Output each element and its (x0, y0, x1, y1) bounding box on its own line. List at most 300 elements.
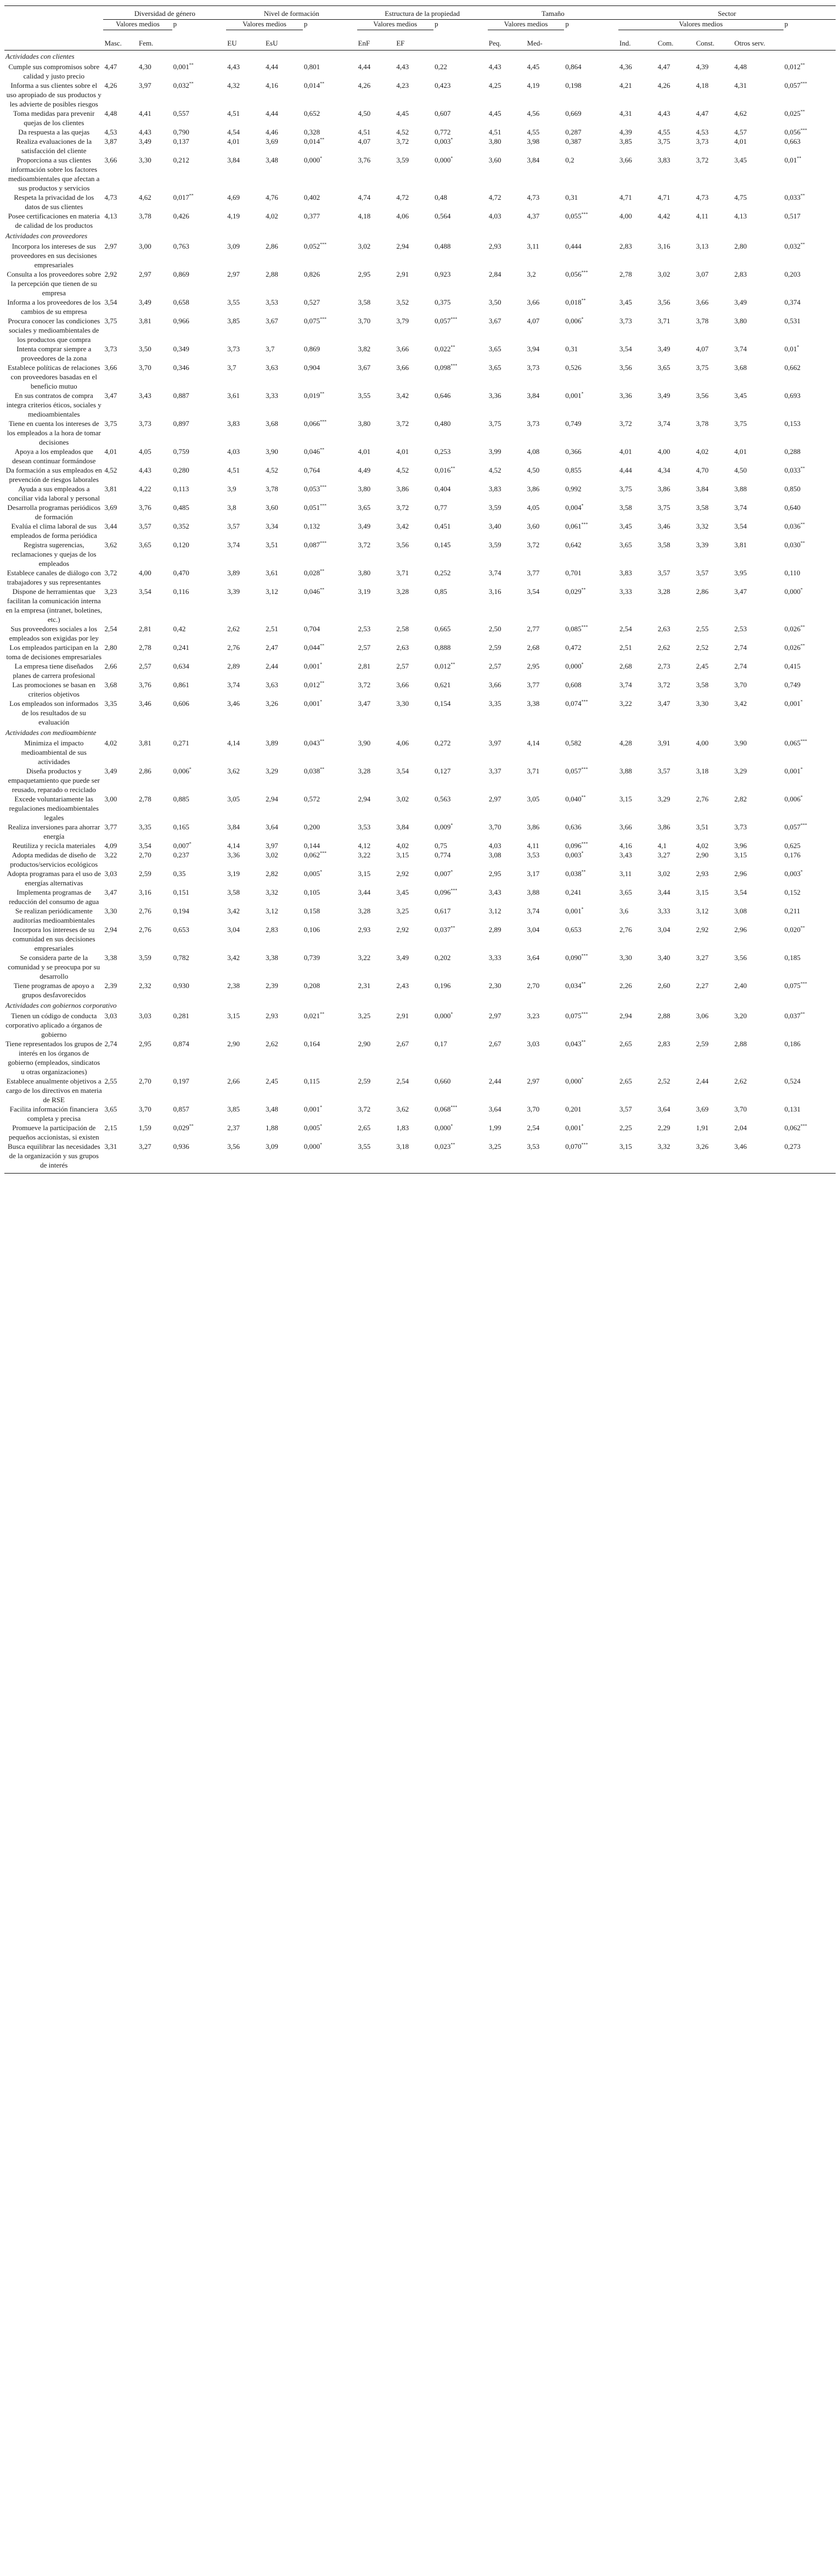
table-cell (303, 925, 357, 953)
row-label: Incorpora los intereses de su comunidad en sus decisiones empresariales (12, 925, 95, 952)
table-cell (433, 680, 488, 699)
table-cell (488, 643, 526, 661)
cell-value: 4,36 (619, 63, 632, 71)
cell-value: 3,54 (104, 298, 117, 306)
cell-value: 0,075 (303, 317, 320, 325)
table-cell (226, 344, 264, 363)
cell-value: 3,74 (734, 503, 747, 512)
cell-value: 3,72 (396, 503, 409, 512)
cell-value: 0,023 (435, 1142, 451, 1150)
row-label: Informa a los proveedores de los cambios de su empresa (7, 298, 101, 316)
significance-mark: * (450, 1011, 453, 1017)
cell-value: 0,037 (784, 1012, 801, 1020)
table-cell (695, 841, 734, 850)
table-row (4, 503, 836, 521)
table-cell (564, 270, 618, 298)
cell-value: 2,83 (619, 242, 632, 250)
subheader-p: p (565, 20, 569, 28)
table-cell (526, 766, 565, 794)
cell-value: 3,68 (734, 363, 747, 372)
table-cell (395, 661, 433, 680)
table-cell (357, 155, 396, 193)
table-row (4, 363, 836, 391)
table-cell (564, 766, 618, 794)
table-cell (433, 643, 488, 661)
cell-value: 2,91 (396, 270, 409, 278)
table-row (4, 766, 836, 794)
table-cell (733, 643, 783, 661)
table-cell (695, 344, 734, 363)
table-cell (226, 62, 264, 81)
row-label: Respeta la privacidad de los datos de sus clientes (14, 193, 94, 211)
cell-value: 3,65 (488, 345, 501, 353)
col-eu: EU (226, 30, 264, 50)
cell-value: 0,026 (784, 643, 801, 652)
table-cell (488, 503, 526, 521)
cell-value: 0,062 (784, 1124, 801, 1132)
cell-value: 3,03 (104, 1012, 117, 1020)
significance-mark: ** (581, 298, 586, 303)
cell-value: 3,19 (358, 587, 371, 596)
table-cell (264, 298, 303, 316)
cell-value: 3,47 (104, 391, 117, 400)
table-cell (226, 127, 264, 137)
cell-value: 3,89 (227, 569, 240, 577)
table-cell (695, 1039, 734, 1076)
table-cell (618, 1076, 657, 1104)
table-cell (226, 521, 264, 540)
cell-value: 4,12 (358, 841, 371, 850)
table-cell (618, 1011, 657, 1039)
cell-value: 3,72 (396, 419, 409, 428)
table-cell (172, 981, 227, 1000)
cell-value: 0,043 (303, 739, 320, 747)
table-cell (264, 193, 303, 211)
table-cell (526, 109, 565, 127)
cell-value: 3,47 (358, 699, 371, 708)
table-cell (733, 568, 783, 587)
significance-mark: ** (320, 643, 325, 648)
significance-mark: ** (581, 869, 586, 874)
cell-value: 3,86 (657, 823, 670, 831)
table-cell (264, 465, 303, 484)
cell-value: 3,66 (619, 823, 632, 831)
table-cell (618, 680, 657, 699)
table-cell (695, 503, 734, 521)
cell-value: 2,70 (139, 851, 151, 859)
table-cell (783, 925, 836, 953)
cell-value: 4,05 (139, 447, 151, 456)
cell-value: 4,18 (696, 81, 709, 89)
table-cell (172, 127, 227, 137)
cell-value: 3,07 (696, 270, 709, 278)
table-cell (564, 1142, 618, 1174)
cell-value: 0,005 (303, 869, 320, 878)
cell-value: 0,480 (435, 419, 451, 428)
table-cell (303, 1123, 357, 1142)
significance-mark: * (189, 841, 191, 846)
cell-value: 3,36 (488, 391, 501, 400)
table-cell (526, 661, 565, 680)
cell-value: 3,57 (619, 1105, 632, 1113)
table-cell (103, 643, 138, 661)
col-otros: Otros serv. (733, 30, 783, 50)
table-row (4, 344, 836, 363)
cell-value: 3,33 (657, 907, 670, 915)
cell-value: 3,91 (657, 739, 670, 747)
table-cell (433, 540, 488, 568)
table-cell (357, 540, 396, 568)
table-cell (488, 925, 526, 953)
cell-value: 3,88 (527, 888, 540, 896)
table-cell (172, 822, 227, 841)
table-cell (695, 1104, 734, 1123)
table-cell (657, 465, 695, 484)
table-cell (488, 81, 526, 109)
cell-value: 3,49 (396, 953, 409, 962)
cell-value: 0,053 (303, 485, 320, 493)
table-cell (618, 540, 657, 568)
cell-value: 3,73 (527, 419, 540, 428)
table-cell (103, 1039, 138, 1076)
table-cell (564, 906, 618, 925)
col-blank (303, 30, 357, 50)
cell-value: 3,73 (734, 823, 747, 831)
cell-value: 0,038 (303, 767, 320, 775)
table-cell (488, 624, 526, 643)
row-label: Evalúa el clima laboral de sus empleados de forma periódica (10, 522, 97, 540)
table-cell (657, 81, 695, 109)
cell-value: 3,45 (619, 522, 632, 530)
table-cell (264, 906, 303, 925)
cell-value: 0,046 (303, 447, 320, 456)
section-row (4, 50, 836, 63)
cell-value: 0,007 (173, 841, 189, 850)
table-cell (395, 766, 433, 794)
table-cell (264, 766, 303, 794)
table-cell (618, 699, 657, 727)
cell-value: 0,000 (435, 156, 451, 164)
cell-value: 3,80 (488, 137, 501, 145)
significance-mark: * (189, 766, 191, 772)
cell-value: 0,606 (173, 699, 189, 708)
cell-value: 0,057 (565, 767, 582, 775)
cell-value: 0,001 (303, 1105, 320, 1113)
cell-value: 3,64 (527, 953, 540, 962)
table-cell (733, 155, 783, 193)
cell-value: 4,52 (396, 466, 409, 474)
cell-value: 0,113 (173, 485, 189, 493)
cell-value: 2,38 (227, 981, 240, 990)
cell-value: 0,42 (173, 625, 186, 633)
cell-value: 4,51 (488, 128, 501, 136)
table-cell (303, 822, 357, 841)
table-cell (526, 822, 565, 841)
significance-mark: *** (581, 270, 588, 275)
table-cell (138, 270, 172, 298)
table-cell (226, 680, 264, 699)
cell-value: 2,57 (488, 662, 501, 670)
cell-value: 0,444 (565, 242, 582, 250)
cell-value: 3,84 (527, 156, 540, 164)
table-cell (433, 822, 488, 841)
cell-value: 3,80 (358, 419, 371, 428)
cell-value: 2,66 (104, 662, 117, 670)
cell-value: 2,90 (227, 1040, 240, 1048)
table-cell (264, 1123, 303, 1142)
table-cell (618, 643, 657, 661)
row-label: Establece canales de diálogo con trabajadores y sus representantes (7, 569, 101, 586)
cell-value: 0,904 (303, 363, 320, 372)
significance-mark: ** (800, 925, 805, 930)
table-cell (618, 109, 657, 127)
cell-value: 4,26 (657, 81, 670, 89)
table-cell (657, 242, 695, 270)
cell-value: 0,346 (173, 363, 189, 372)
significance-mark: ** (450, 1142, 455, 1147)
cell-value: 3,23 (104, 587, 117, 596)
cell-value: 3,05 (527, 795, 540, 803)
table-cell (488, 484, 526, 503)
table-cell (138, 298, 172, 316)
cell-value: 2,57 (396, 662, 409, 670)
table-cell (433, 465, 488, 484)
table-cell (783, 503, 836, 521)
table-cell (733, 1123, 783, 1142)
cell-value: 4,01 (396, 447, 409, 456)
table-cell (303, 981, 357, 1000)
table-cell (783, 661, 836, 680)
table-cell (783, 81, 836, 109)
cell-value: 3,26 (696, 1142, 709, 1150)
table-cell (303, 841, 357, 850)
cell-value: 0,855 (565, 466, 582, 474)
table-cell (226, 1142, 264, 1174)
table-cell (488, 270, 526, 298)
table-cell (172, 568, 227, 587)
cell-value: 3,62 (104, 541, 117, 549)
cell-value: 0,066 (303, 419, 320, 428)
row-label: Da formación a sus empleados en prevención de riesgos laborales (5, 466, 102, 484)
cell-value: 3,46 (227, 699, 240, 708)
table-row (4, 661, 836, 680)
table-cell (488, 242, 526, 270)
significance-mark: *** (450, 316, 458, 322)
table-cell (395, 391, 433, 419)
cell-value: 0,153 (784, 419, 801, 428)
table-cell (733, 1076, 783, 1104)
cell-value: 0,415 (784, 662, 801, 670)
table-cell (138, 794, 172, 822)
table-cell (695, 1142, 734, 1174)
cell-value: 3,97 (266, 841, 278, 850)
cell-value: 2,66 (227, 1077, 240, 1085)
cell-value: 3,33 (266, 391, 278, 400)
table-cell (783, 738, 836, 766)
cell-value: 3,49 (139, 298, 151, 306)
cell-value: 4,72 (396, 193, 409, 201)
table-cell (103, 1076, 138, 1104)
cell-value: 4,19 (227, 212, 240, 220)
table-cell (564, 155, 618, 193)
table-cell (172, 465, 227, 484)
cell-value: 0,869 (303, 345, 320, 353)
table-row (4, 521, 836, 540)
table-cell (433, 981, 488, 1000)
cell-value: 0,2 (565, 156, 574, 164)
cell-value: 4,72 (488, 193, 501, 201)
table-row (4, 869, 836, 888)
cell-value: 3,04 (527, 925, 540, 934)
cell-value: 2,32 (139, 981, 151, 990)
cell-value: 3,65 (619, 888, 632, 896)
table-row (4, 1104, 836, 1123)
cell-value: 3,55 (358, 391, 371, 400)
table-cell (564, 869, 618, 888)
table-cell (303, 344, 357, 363)
table-cell (783, 363, 836, 391)
table-cell (783, 568, 836, 587)
table-cell (564, 344, 618, 363)
table-cell (357, 363, 396, 391)
cell-value: 0,197 (173, 1077, 189, 1085)
table-cell (488, 794, 526, 822)
cell-value: 0,885 (173, 795, 189, 803)
table-cell (733, 869, 783, 888)
cell-value: 1,59 (139, 1124, 151, 1132)
table-cell (618, 193, 657, 211)
cell-value: 0,857 (173, 1105, 189, 1113)
table-cell (172, 1076, 227, 1104)
table-cell (264, 925, 303, 953)
table-cell (226, 981, 264, 1000)
cell-value: 3,72 (358, 681, 371, 689)
cell-value: 0,196 (435, 981, 451, 990)
cell-value: 0,001 (784, 699, 801, 708)
row-label: Tiene en cuenta los intereses de los empleados a la hora de tomar decisiones (7, 419, 101, 446)
table-cell (264, 137, 303, 155)
cell-value: 2,97 (488, 1012, 501, 1020)
table-cell (103, 661, 138, 680)
cell-value: 0,029 (173, 1124, 189, 1132)
table-cell (303, 587, 357, 624)
table-cell (657, 1123, 695, 1142)
cell-value: 0,252 (435, 569, 451, 577)
cell-value: 0,387 (565, 137, 582, 145)
table-cell (488, 109, 526, 127)
table-cell (695, 109, 734, 127)
cell-value: 3,56 (227, 1142, 240, 1150)
table-cell (172, 193, 227, 211)
table-cell (783, 766, 836, 794)
cell-value: 0,006 (784, 795, 801, 803)
table-cell (357, 643, 396, 661)
cell-value: 4,07 (696, 345, 709, 353)
cell-value: 3,29 (657, 795, 670, 803)
table-cell (433, 953, 488, 981)
table-cell (357, 109, 396, 127)
cell-value: 0,001 (565, 391, 582, 400)
table-cell (138, 953, 172, 981)
significance-mark: ** (581, 794, 586, 800)
table-cell (433, 1076, 488, 1104)
table-cell (103, 193, 138, 211)
table-cell (526, 193, 565, 211)
table-cell (172, 1039, 227, 1076)
table-cell (783, 298, 836, 316)
cell-value: 3,76 (139, 503, 151, 512)
table-cell (103, 270, 138, 298)
significance-mark: ** (800, 465, 805, 471)
significance-mark: *** (320, 540, 327, 546)
cell-value: 2,95 (488, 869, 501, 878)
cell-value: 2,90 (696, 851, 709, 859)
table-cell (357, 841, 396, 850)
cell-value: 0,524 (784, 1077, 801, 1085)
table-cell (264, 794, 303, 822)
table-cell (172, 953, 227, 981)
cell-value: 3,22 (104, 851, 117, 859)
cell-value: 3,97 (139, 81, 151, 89)
table-cell (618, 624, 657, 643)
table-cell (657, 587, 695, 624)
cell-value: 3,38 (527, 699, 540, 708)
significance-mark: *** (800, 738, 808, 744)
table-cell (138, 62, 172, 81)
cell-value: 3,47 (104, 888, 117, 896)
table-cell (172, 850, 227, 869)
cell-value: 2,97 (104, 242, 117, 250)
significance-mark: *** (320, 419, 327, 424)
subheader-means: Valores medios (226, 20, 303, 30)
table-cell (564, 503, 618, 521)
table-cell (564, 981, 618, 1000)
cell-value: 3,54 (396, 767, 409, 775)
table-cell (138, 643, 172, 661)
cell-value: 3,90 (734, 739, 747, 747)
cell-value: 0,115 (303, 1077, 320, 1085)
table-cell (264, 888, 303, 906)
table-cell (488, 62, 526, 81)
table-cell (395, 540, 433, 568)
cell-value: 0,861 (173, 681, 189, 689)
table-cell (783, 447, 836, 465)
cell-value: 0,85 (435, 587, 447, 596)
cell-value: 4,34 (657, 466, 670, 474)
table-cell (783, 1076, 836, 1104)
table-cell (733, 193, 783, 211)
cell-value: 0,061 (565, 522, 582, 530)
table-cell (564, 137, 618, 155)
table-cell (357, 680, 396, 699)
table-cell (264, 521, 303, 540)
table-cell (103, 363, 138, 391)
cell-value: 3,43 (139, 391, 151, 400)
cell-value: 3,95 (734, 569, 747, 577)
table-cell (618, 661, 657, 680)
table-cell (695, 1011, 734, 1039)
table-cell (618, 738, 657, 766)
cell-value: 3,60 (488, 156, 501, 164)
table-cell (695, 953, 734, 981)
cell-value: 0,025 (784, 109, 801, 117)
cell-value: 0,288 (784, 447, 801, 456)
cell-value: 2,67 (488, 1040, 501, 1048)
cell-value: 3,65 (104, 1105, 117, 1113)
cell-value: 0,012 (784, 63, 801, 71)
cell-value: 3,2 (527, 270, 536, 278)
cell-value: 0,127 (435, 767, 451, 775)
